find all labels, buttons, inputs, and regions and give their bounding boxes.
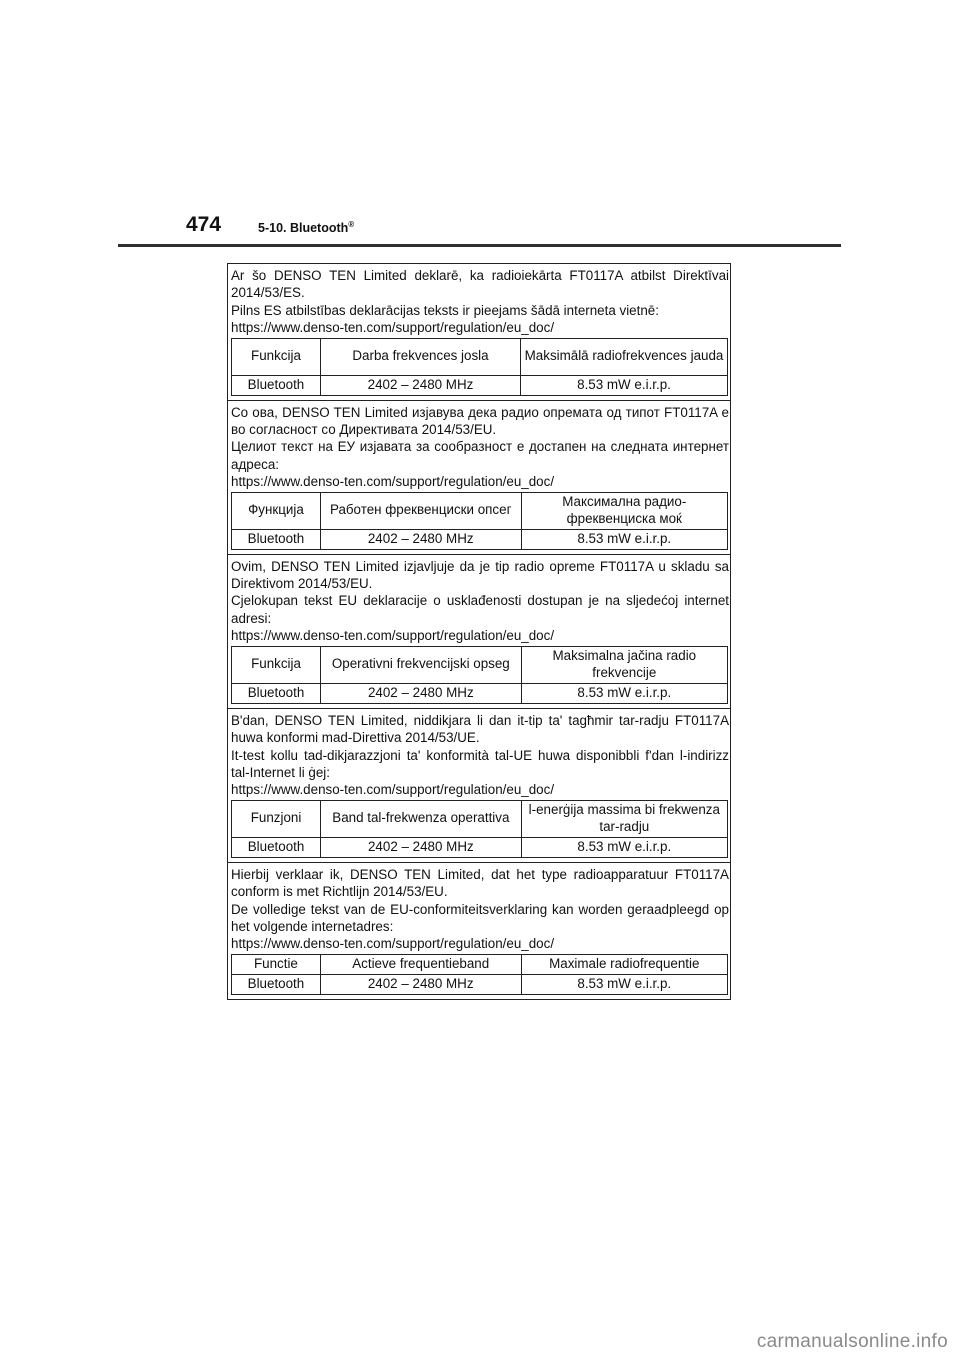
cell-band: 2402 – 2480 MHz [320,375,520,395]
header-cell-power: Maksimalna jačina radio frekvencije [521,646,727,683]
table-header-row [232,954,728,974]
watermark: carmanualsonline.info [756,1331,948,1352]
header-cell-function: Functie [232,954,321,974]
declaration-section-mt [228,709,730,863]
cell-function: Bluetooth [232,683,321,703]
availability-text: De volledige tekst van de EU-conformiteitsverklaring kan worden geraadpleegd op het volgende internetadres: [231,901,729,934]
header-rule [118,244,841,247]
cell-function: Bluetooth [232,529,321,549]
cell-band: 2402 – 2480 MHz [321,683,522,703]
declaration-url[interactable]: https://www.denso-ten.com/support/regulation/eu_doc/ [231,474,555,490]
header-cell-power: Максимална радио-фреквенциска моќ [521,492,727,529]
declaration-text: Ovim, DENSO TEN Limited izjavljuje da je tip radio opreme FT0117A u skladu sa Direktivom 2014/53/EU. [231,558,729,592]
cell-power: 8.53 mW e.i.r.p. [521,529,727,549]
page-number: 474 [186,213,222,236]
declaration-box [227,263,731,1000]
header-cell-function: Функција [232,492,321,529]
header-cell-function: Funkcija [232,338,321,375]
availability-text: Pilns ES atbilstības deklarācijas teksts ir pieejams šādā interneta vietnē: [231,302,659,318]
header-cell-power: Maximale radiofrequentie [521,954,727,974]
cell-power: 8.53 mW e.i.r.p. [521,837,727,857]
cell-band: 2402 – 2480 MHz [320,529,521,549]
spec-table [231,492,728,550]
cell-function: Bluetooth [232,375,321,395]
spec-table [231,800,728,858]
spec-table [231,338,728,396]
availability-text: Cjelokupan tekst EU deklaracije o usklađenosti dostupan je na sljedećoj internet adresi: [231,593,729,626]
table-header-row [232,800,728,837]
declaration-url[interactable]: https://www.denso-ten.com/support/regulation/eu_doc/ [231,628,555,644]
declaration-url[interactable]: https://www.denso-ten.com/support/regulation/eu_doc/ [231,782,555,798]
declaration-section-mk [228,401,730,555]
section-title-text: 5-10. Bluetooth [258,221,349,236]
header-cell-band: Darba frekvences josla [320,338,520,375]
table-header-row [232,338,728,375]
declaration-section-nl [228,863,730,999]
declaration-text: Hierbij verklaar ik, DENSO TEN Limited, dat het type radioapparatuur FT0117A conform is met Richtlijn 2014/53/EU. [231,866,729,900]
table-header-row [232,492,728,529]
registered-mark: ® [348,220,355,229]
declaration-section-lv [228,264,730,401]
table-row [232,683,728,703]
cell-function: Bluetooth [232,837,321,857]
declaration-section-bs [228,555,730,709]
header-cell-band: Actieve frequentieband [320,954,521,974]
declaration-text: B'dan, DENSO TEN Limited, niddikjara li dan it-tip ta' tagħmir tar-radju FT0117A huwa konformi mad-Direttiva 2014/53/UE. [231,712,729,746]
spec-table [231,954,728,995]
declaration-url[interactable]: https://www.denso-ten.com/support/regulation/eu_doc/ [231,320,555,336]
declaration-text: Ar šo DENSO TEN Limited deklarē, ka radioiekārta FT0117A atbilst Direktīvai 2014/53/ES. [231,268,729,301]
cell-function: Bluetooth [232,974,321,994]
table-row [232,375,728,395]
header-cell-band: Operativni frekvencijski opseg [321,646,522,683]
availability-text: Целиот текст на ЕУ изјавата за сообразност е достапен на следната интернет адреса: [231,439,729,472]
spec-table [231,646,728,704]
cell-power: 8.53 mW e.i.r.p. [521,683,727,703]
header-cell-band: Работен фреквенциски опсег [320,492,521,529]
table-row [232,974,728,994]
section-title [258,220,354,235]
table-row [232,529,728,549]
header-cell-power: l-enerġija massima bi frekwenza tar-radju [521,800,727,837]
table-header-row [232,646,728,683]
header-cell-power: Maksimālā radiofrekvences jauda [521,338,728,375]
header-cell-function: Funzjoni [232,800,321,837]
header-cell-function: Funkcija [232,646,321,683]
cell-band: 2402 – 2480 MHz [320,974,521,994]
cell-band: 2402 – 2480 MHz [321,837,522,857]
cell-power: 8.53 mW e.i.r.p. [521,375,728,395]
cell-power: 8.53 mW e.i.r.p. [521,974,727,994]
availability-text: It-test kollu tad-dikjarazzjoni ta' konformità tal-UE huwa disponibbli f'dan l-indirizz tal-Internet li ġej: [231,747,729,780]
table-row [232,837,728,857]
declaration-text: Со ова, DENSO TEN Limited изјавува дека радио опремата од типот FT0117A е во согласност со Директивата 2014/53/EU. [231,404,729,438]
header-cell-band: Band tal-frekwenza operattiva [321,800,522,837]
declaration-url[interactable]: https://www.denso-ten.com/support/regulation/eu_doc/ [231,936,555,952]
